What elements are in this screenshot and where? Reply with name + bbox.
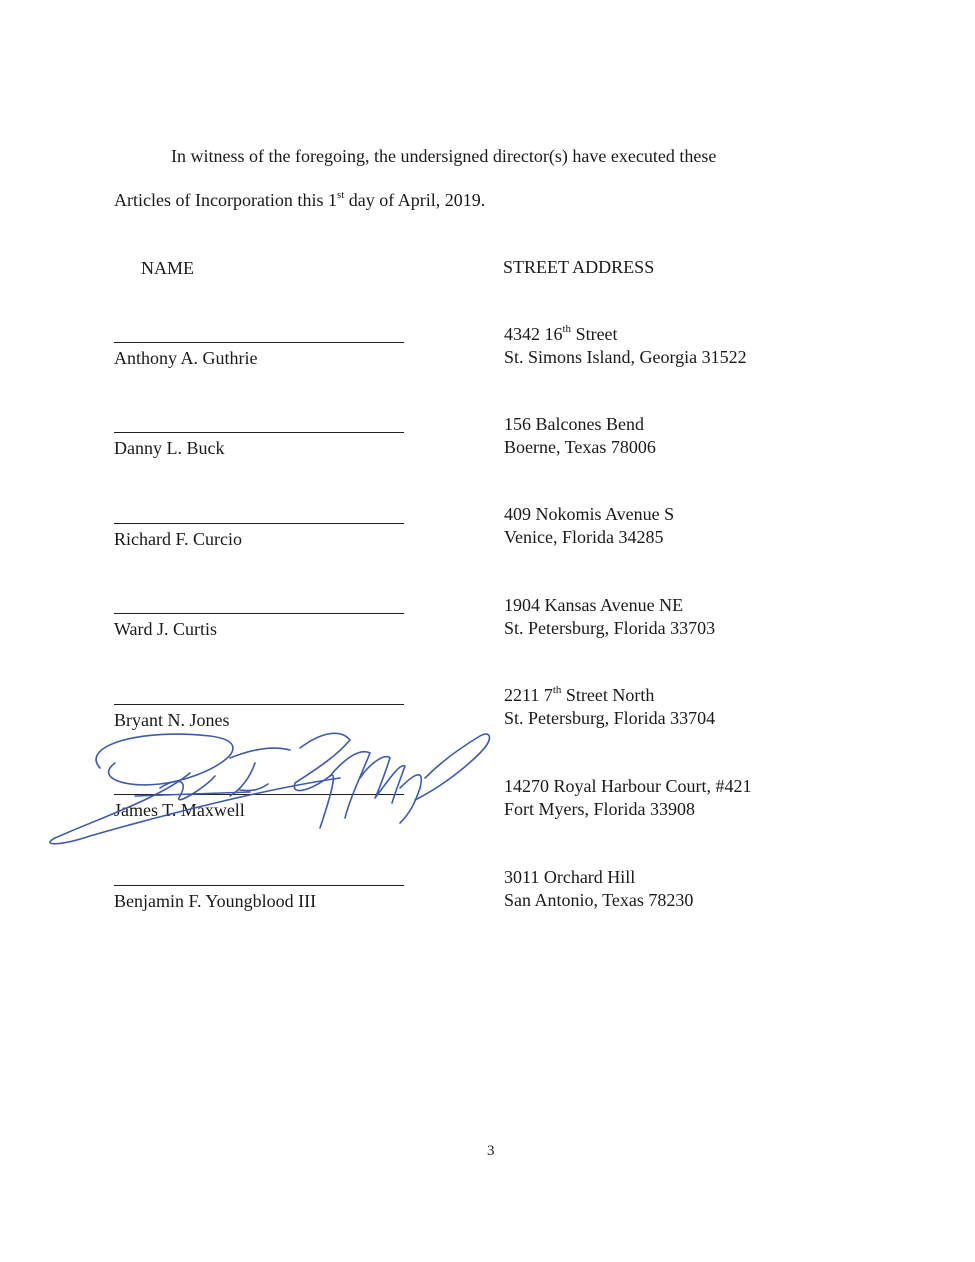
address-line-2: St. Simons Island, Georgia 31522 bbox=[504, 347, 747, 367]
street-name: Street bbox=[571, 324, 618, 344]
address-line-2: Boerne, Texas 78006 bbox=[504, 437, 656, 457]
street-ordinal: th bbox=[562, 323, 572, 335]
name-column-header: NAME bbox=[141, 258, 194, 278]
address-line-2: Venice, Florida 34285 bbox=[504, 527, 664, 547]
director-name: Bryant N. Jones bbox=[114, 710, 230, 730]
signature-line bbox=[114, 432, 404, 433]
director-name: Danny L. Buck bbox=[114, 438, 225, 458]
intro-line-1: In witness of the foregoing, the undersigned director(s) have executed these bbox=[171, 146, 717, 166]
director-name: James T. Maxwell bbox=[114, 800, 245, 820]
address-line-1: 1904 Kansas Avenue NE bbox=[504, 595, 684, 615]
intro-text-start: Articles of Incorporation this 1 bbox=[114, 190, 337, 210]
street-ordinal: th bbox=[552, 684, 562, 696]
address-line-2: St. Petersburg, Florida 33703 bbox=[504, 618, 716, 638]
address-line-2: St. Petersburg, Florida 33704 bbox=[504, 708, 716, 728]
address-line-1: 409 Nokomis Avenue S bbox=[504, 504, 675, 524]
address-line-2: San Antonio, Texas 78230 bbox=[504, 890, 694, 910]
director-name: Richard F. Curcio bbox=[114, 529, 243, 549]
signature-line bbox=[114, 523, 404, 524]
address-line-1 bbox=[504, 684, 654, 706]
address-line-1: 3011 Orchard Hill bbox=[504, 867, 636, 887]
intro-line-2 bbox=[114, 189, 485, 211]
address-line-1: 156 Balcones Bend bbox=[504, 414, 644, 434]
director-name: Benjamin F. Youngblood III bbox=[114, 891, 317, 911]
signature-line bbox=[114, 613, 404, 614]
signature-line bbox=[114, 885, 404, 886]
signature-line bbox=[114, 342, 404, 343]
intro-ordinal: st bbox=[336, 189, 345, 201]
street-number: 2211 7 bbox=[504, 685, 553, 705]
address-line-2: Fort Myers, Florida 33908 bbox=[504, 799, 695, 819]
page-number: 3 bbox=[487, 1143, 495, 1159]
street-number: 4342 16 bbox=[504, 324, 563, 344]
signature-line bbox=[114, 704, 404, 705]
director-name: Anthony A. Guthrie bbox=[114, 348, 258, 368]
intro-text-end: day of April, 2019. bbox=[344, 190, 486, 210]
address-line-1: 14270 Royal Harbour Court, #421 bbox=[504, 776, 752, 796]
street-name: Street North bbox=[561, 685, 655, 705]
handwritten-signature-icon bbox=[40, 718, 510, 858]
director-name: Ward J. Curtis bbox=[114, 619, 218, 639]
address-line-1 bbox=[504, 323, 618, 345]
address-column-header: STREET ADDRESS bbox=[503, 257, 655, 277]
